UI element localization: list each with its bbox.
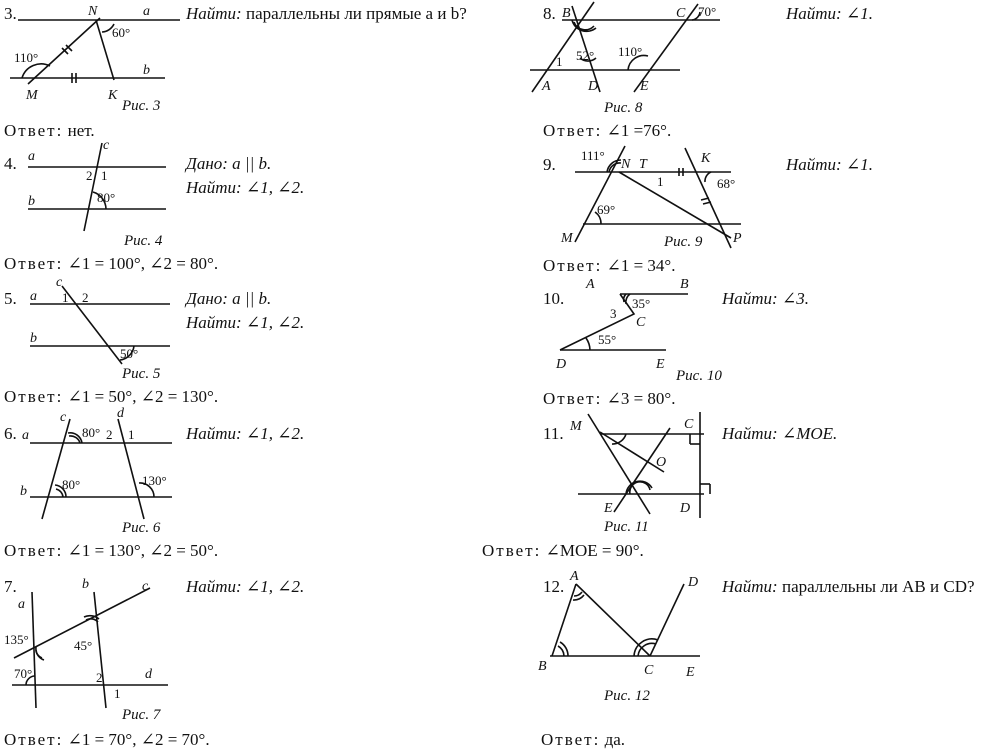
angle-35: 35° <box>632 296 651 311</box>
given-text: Дано: a || b. <box>186 289 272 308</box>
angle-80-top: 80° <box>82 425 101 440</box>
label-A: A <box>542 79 551 94</box>
problem-3-number: 3. <box>4 4 17 23</box>
answer-value: ∠3 = 80°. <box>602 389 676 408</box>
angle-50: 50° <box>120 346 139 361</box>
label-T: T <box>639 157 647 172</box>
label-M: M <box>561 231 573 246</box>
answer-value: ∠1 = 100°, ∠2 = 80°. <box>63 254 219 273</box>
label-K: K <box>701 151 711 166</box>
label-C: C <box>644 663 654 678</box>
label-P: P <box>733 231 742 246</box>
label-D: D <box>688 575 699 590</box>
problem-7-find <box>186 578 304 595</box>
angle-135: 135° <box>4 632 29 647</box>
label-b: b <box>28 194 35 209</box>
caption-fig-8: Рис. 8 <box>604 100 643 116</box>
answer-12 <box>541 731 625 748</box>
figure-5 <box>0 272 190 377</box>
problem-4-given <box>186 155 271 172</box>
figure-8 <box>520 0 730 100</box>
angle-1: 1 <box>128 427 135 442</box>
figure-4 <box>0 135 190 245</box>
problem-8-number: 8. <box>543 4 556 23</box>
problem-10-find <box>722 290 809 307</box>
problem-3-task <box>186 5 467 22</box>
figure-3 <box>0 0 200 120</box>
figure-10 <box>550 276 710 376</box>
answer-5 <box>4 388 218 405</box>
label-M: M <box>26 88 38 103</box>
angle-1: 1 <box>101 168 108 183</box>
find-text: Найти: ∠1, ∠2. <box>186 577 305 596</box>
problem-7-number: 7. <box>4 577 17 596</box>
problem-9-find <box>786 156 873 173</box>
figure-12 <box>530 570 710 680</box>
label-d: d <box>117 406 124 421</box>
angle-52: 52° <box>576 48 595 63</box>
answer-value: ∠1 = 50°, ∠2 = 130°. <box>63 387 219 406</box>
problem-11-find <box>722 425 837 442</box>
angle-70: 70° <box>698 4 717 19</box>
caption-fig-11: Рис. 11 <box>604 519 649 535</box>
task-text: параллельны ли прямые a и b? <box>241 4 467 23</box>
find-text: Найти: ∠1, ∠2. <box>186 313 305 332</box>
label-a: a <box>143 4 150 19</box>
problem-5-find <box>186 314 304 331</box>
angle-60: 60° <box>112 25 131 40</box>
find-text: Найти: ∠1, ∠2. <box>186 178 305 197</box>
angle-70: 70° <box>14 666 33 681</box>
answer-11 <box>482 542 644 559</box>
angle-2: 2 <box>106 427 113 442</box>
label-c: c <box>142 579 149 594</box>
find-text: Найти: ∠1. <box>786 155 873 174</box>
answer-7 <box>4 731 210 748</box>
angle-68: 68° <box>717 176 736 191</box>
answer-6 <box>4 542 218 559</box>
answer-4 <box>4 255 218 272</box>
angle-80-bottom: 80° <box>62 477 81 492</box>
label-a: a <box>30 289 37 304</box>
label-E: E <box>686 665 695 680</box>
angle-111: 111° <box>581 148 605 163</box>
find-text: Найти: ∠3. <box>722 289 809 308</box>
label-c: c <box>103 138 110 153</box>
find-text: Найти: ∠1. <box>786 4 873 23</box>
given-text: Дано: a || b. <box>186 154 272 173</box>
label-C: C <box>676 6 686 21</box>
problem-4-find <box>186 179 304 196</box>
problem-9-number: 9. <box>543 155 556 174</box>
problem-8-find <box>786 5 873 22</box>
figure-11 <box>570 408 730 520</box>
answer-label: Ответ: <box>543 256 603 275</box>
label-a: a <box>28 149 35 164</box>
angle-45: 45° <box>74 638 93 653</box>
angle-2: 2 <box>96 670 103 685</box>
label-E: E <box>604 501 613 516</box>
problem-6-number: 6. <box>4 424 17 443</box>
figure-7 <box>0 570 190 710</box>
angle-1: 1 <box>114 686 121 701</box>
caption-fig-9: Рис. 9 <box>664 234 703 250</box>
answer-label: Ответ: <box>4 121 64 140</box>
label-A: A <box>586 277 595 292</box>
answer-value: ∠1 =76°. <box>602 121 672 140</box>
figure-6 <box>0 405 190 525</box>
label-D: D <box>588 79 599 94</box>
answer-label: Ответ: <box>541 730 601 749</box>
angle-110: 110° <box>618 44 643 59</box>
label-a: a <box>18 597 25 612</box>
label-C: C <box>636 315 646 330</box>
caption-fig-5: Рис. 5 <box>122 366 161 382</box>
label-B: B <box>562 6 571 21</box>
answer-label: Ответ: <box>4 254 64 273</box>
answer-10 <box>543 390 675 407</box>
label-c: c <box>56 275 63 290</box>
label-b: b <box>82 577 89 592</box>
caption-fig-12: Рис. 12 <box>604 688 650 704</box>
problem-10-number: 10. <box>543 289 565 308</box>
label-b: b <box>30 331 37 346</box>
label-d: d <box>145 667 152 682</box>
label-c: c <box>60 410 67 425</box>
label-b: b <box>20 484 27 499</box>
answer-value: ∠1 = 70°, ∠2 = 70°. <box>63 730 210 749</box>
angle-2: 2 <box>82 290 89 305</box>
answer-label: Ответ: <box>4 387 64 406</box>
answer-value: ∠1 = 34°. <box>602 256 676 275</box>
caption-fig-10: Рис. 10 <box>676 368 722 384</box>
caption-fig-6: Рис. 6 <box>122 520 161 536</box>
figure-9 <box>555 142 755 252</box>
answer-label: Ответ: <box>4 541 64 560</box>
answer-value: ∠MOE = 90°. <box>541 541 644 560</box>
problem-11-number: 11. <box>543 424 564 443</box>
label-D: D <box>680 501 691 516</box>
label-E: E <box>656 357 665 372</box>
task-find-label: Найти: <box>722 577 778 596</box>
label-C: C <box>684 417 694 432</box>
problem-5-given <box>186 290 271 307</box>
answer-label: Ответ: <box>4 730 64 749</box>
caption-fig-3: Рис. 3 <box>122 98 161 114</box>
label-a: a <box>22 428 29 443</box>
angle-1: 1 <box>556 54 563 69</box>
label-N: N <box>621 157 631 172</box>
answer-value: да. <box>600 730 626 749</box>
find-text: Найти: ∠MOE. <box>722 424 838 443</box>
answer-value: нет. <box>63 121 95 140</box>
label-b: b <box>143 63 150 78</box>
angle-1: 1 <box>657 174 664 189</box>
answer-label: Ответ: <box>543 389 603 408</box>
angle-55: 55° <box>598 332 617 347</box>
label-E: E <box>640 79 649 94</box>
find-text: Найти: ∠1, ∠2. <box>186 424 305 443</box>
angle-1: 1 <box>62 290 69 305</box>
angle-69: 69° <box>597 202 616 217</box>
label-B: B <box>680 277 689 292</box>
problem-5-number: 5. <box>4 289 17 308</box>
angle-80: 80° <box>97 190 116 205</box>
label-N: N <box>88 4 98 19</box>
angle-130: 130° <box>142 473 167 488</box>
answer-label: Ответ: <box>543 121 603 140</box>
task-text: параллельны ли AB и CD? <box>777 577 975 596</box>
label-O: O <box>656 455 667 470</box>
angle-2: 2 <box>86 168 93 183</box>
problem-6-find <box>186 425 304 442</box>
caption-fig-7: Рис. 7 <box>122 707 161 723</box>
problem-12-task <box>722 578 975 595</box>
answer-label: Ответ: <box>482 541 542 560</box>
answer-9 <box>543 257 675 274</box>
label-D: D <box>556 357 567 372</box>
task-find-label: Найти: <box>186 4 242 23</box>
answer-value: ∠1 = 130°, ∠2 = 50°. <box>63 541 219 560</box>
problem-4-number: 4. <box>4 154 17 173</box>
caption-fig-4: Рис. 4 <box>124 233 163 249</box>
angle-3: 3 <box>610 306 617 321</box>
label-M: M <box>570 419 582 434</box>
label-K: K <box>108 88 118 103</box>
angle-110: 110° <box>14 50 39 65</box>
label-B: B <box>538 659 547 674</box>
problem-12-number: 12. <box>543 577 565 596</box>
answer-8 <box>543 122 671 139</box>
label-A: A <box>570 569 579 584</box>
